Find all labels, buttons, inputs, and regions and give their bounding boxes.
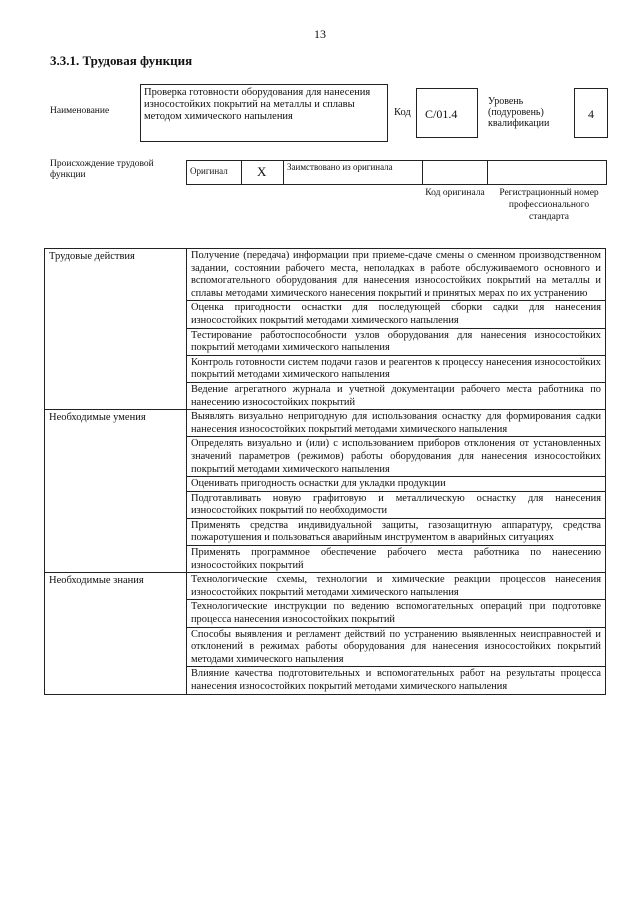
group-title: Необходимые умения	[45, 410, 187, 573]
table-cell: Способы выявления и регламент действий по устранению выявленных неисправностей и отклонений в режимах работы оборудования для нанесения износостойких покрытий методами химического напыления	[187, 627, 606, 667]
table-row	[45, 410, 606, 437]
table-row	[45, 573, 606, 600]
origin-label: Происхождение трудовой функции	[50, 159, 154, 180]
name-value-box: Проверка готовности оборудования для нанесения износостойких покрытий на металлы и сплавы методом химического напыления	[140, 84, 388, 142]
group-title: Трудовые действия	[45, 249, 187, 410]
code-label: Код	[394, 107, 411, 118]
group-title: Необходимые знания	[45, 573, 187, 694]
code-value-box: C/01.4	[416, 88, 478, 138]
table-cell: Выявлять визуально непригодную для использования оснастку для формирования садки нанесения износостойких покрытий методами химического напыления	[187, 410, 606, 437]
labor-function-table	[44, 248, 606, 695]
table-cell: Определять визуально и (или) с использованием приборов отклонения от установленных значений параметров (режимов) работы оборудования для нанесения износостойких покрытий методами химического напыления	[187, 437, 606, 477]
origin-reg-caption: Регистрационный номер профессионального стандарта	[499, 188, 599, 222]
level-label: Уровень (подуровень) квалификации	[488, 96, 550, 129]
origin-original-cell: Оригинал	[186, 160, 242, 185]
origin-mark-cell: X	[241, 160, 284, 185]
origin-code-caption: Код оригинала	[425, 188, 485, 198]
table-row	[45, 249, 606, 301]
table-cell: Подготавливать новую графитовую и металлическую оснастку для нанесения износостойких покрытий по необходимости	[187, 491, 606, 518]
origin-borrowed-cell: Заимствовано из оригинала	[283, 160, 423, 185]
table-cell: Контроль готовности систем подачи газов и реагентов к процессу нанесения износостойких покрытий методами химического напыления	[187, 355, 606, 382]
table-cell: Применять программное обеспечение рабочего места работника по нанесению износостойких покрытий	[187, 546, 606, 573]
level-value-box: 4	[574, 88, 608, 138]
table-cell: Технологические инструкции по ведению вспомогательных операций при подготовке процесса нанесения износостойких покрытий	[187, 600, 606, 627]
origin-reg-cell	[487, 160, 607, 185]
section-title: 3.3.1. Трудовая функция	[50, 53, 193, 68]
table-cell: Технологические схемы, технологии и химические реакции процессов нанесения износостойких покрытий методами химического напыления	[187, 573, 606, 600]
name-label: Наименование	[50, 106, 110, 116]
table-cell: Оценивать пригодность оснастки для укладки продукции	[187, 477, 606, 492]
origin-code-cell	[422, 160, 488, 185]
table-cell: Получение (передача) информации при приеме-сдаче смены о сменном производственном задании, состоянии рабочего места, неполадках в работе обслуживаемого основного и вспомогательного оборудования для нанесения износостойких покрытий на металлы и сплавы методами химического нанесения покрытий и принятых мерах по их устранению	[187, 249, 606, 301]
table-cell: Тестирование работоспособности узлов оборудования для нанесения износостойких покрытий методами химического напыления	[187, 328, 606, 355]
table-cell: Оценка пригодности оснастки для последующей сборки садки для нанесения износостойких покрытий методами химического напыления	[187, 301, 606, 328]
page-number: 13	[314, 27, 326, 41]
table-cell: Применять средства индивидуальной защиты, газозащитную аппаратуру, средства пожаротушения и пользоваться аварийным инструментом в аварийных ситуациях	[187, 518, 606, 545]
table-cell: Ведение агрегатного журнала и учетной документации рабочего места работника по нанесению износостойких покрытий	[187, 382, 606, 409]
table-cell: Влияние качества подготовительных и вспомогательных работ на результаты процесса нанесения износостойких покрытий методами химического напыления	[187, 667, 606, 694]
